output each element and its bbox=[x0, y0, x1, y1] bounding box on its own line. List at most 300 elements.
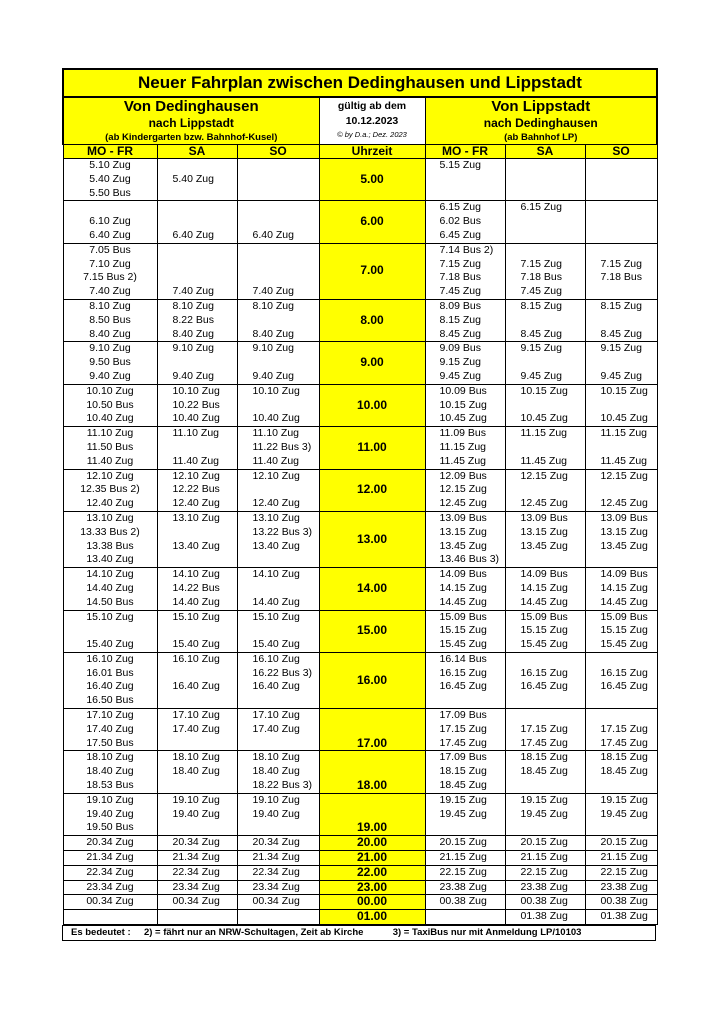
departures-so-right bbox=[585, 384, 657, 426]
departures-so-left bbox=[237, 243, 319, 299]
departure-entry bbox=[64, 910, 157, 924]
departures-sa-right bbox=[505, 568, 585, 610]
departures-sa-left bbox=[157, 851, 237, 866]
departure-entry: 11.10 Zug bbox=[172, 427, 220, 440]
departure-entry: 14.50 Bus bbox=[86, 595, 134, 608]
departure-entry: 12.40 Zug bbox=[172, 497, 220, 510]
departures-mofr-right bbox=[425, 895, 505, 910]
departures-sa-left bbox=[157, 610, 237, 652]
hour-label: 16.00 bbox=[319, 652, 425, 708]
hour-group-row bbox=[63, 836, 657, 851]
departures-so-right bbox=[585, 851, 657, 866]
hour-label: 5.00 bbox=[319, 159, 425, 201]
departure-entry: 15.45 Zug bbox=[520, 638, 568, 651]
departure-entry: 18.15 Zug bbox=[600, 751, 648, 764]
hour-group-row bbox=[63, 469, 657, 511]
hour-label: 18.00 bbox=[319, 751, 425, 793]
departures-so-left bbox=[237, 865, 319, 880]
departure-entry: 19.40 Zug bbox=[252, 807, 300, 820]
departure-entry bbox=[586, 159, 657, 173]
departure-entry: 5.15 Zug bbox=[439, 159, 481, 171]
departures-sa-right bbox=[505, 610, 585, 652]
departures-sa-left bbox=[157, 201, 237, 243]
departure-entry: 14.09 Bus bbox=[520, 568, 568, 581]
departure-entry: 7.45 Zug bbox=[439, 285, 481, 298]
departure-entry bbox=[506, 483, 585, 497]
departure-entry: 16.15 Zug bbox=[600, 666, 648, 679]
departure-entry bbox=[586, 709, 657, 723]
departures-sa-right bbox=[505, 384, 585, 426]
departure-entry: 21.34 Zug bbox=[172, 851, 220, 864]
departure-entry: 14.45 Zug bbox=[520, 595, 568, 608]
departure-entry bbox=[238, 187, 319, 201]
right-header-line3: (ab Bahnhof LP) bbox=[504, 132, 578, 143]
departure-entry: 6.10 Zug bbox=[89, 215, 131, 228]
departure-entry bbox=[238, 483, 319, 497]
departures-so-left bbox=[237, 652, 319, 708]
departure-entry bbox=[238, 258, 319, 272]
departures-mofr-right bbox=[425, 851, 505, 866]
departure-entry: 17.15 Zug bbox=[520, 722, 568, 735]
hour-group-row bbox=[63, 910, 657, 925]
departures-so-right bbox=[585, 243, 657, 299]
departure-entry bbox=[158, 694, 237, 708]
hour-group-row bbox=[63, 342, 657, 384]
departure-entry: 8.40 Zug bbox=[89, 327, 131, 340]
hour-label: 12.00 bbox=[319, 469, 425, 511]
departures-sa-right bbox=[505, 709, 585, 751]
legend-note-3: 3) = TaxiBus nur mit Anmeldung LP/10103 bbox=[392, 927, 582, 939]
departure-entry: 7.05 Bus bbox=[89, 243, 131, 256]
departure-entry bbox=[238, 910, 319, 924]
departure-entry: 19.45 Zug bbox=[520, 807, 568, 820]
hour-group-row bbox=[63, 851, 657, 866]
departure-entry bbox=[586, 229, 657, 243]
hour-label: 23.00 bbox=[319, 880, 425, 895]
hour-label: 8.00 bbox=[319, 299, 425, 341]
departure-entry bbox=[586, 187, 657, 201]
departure-entry bbox=[506, 709, 585, 723]
departure-entry bbox=[158, 624, 237, 638]
departures-so-left bbox=[237, 568, 319, 610]
departure-entry bbox=[158, 215, 237, 229]
departure-entry bbox=[426, 694, 505, 708]
departure-entry: 7.15 Zug bbox=[520, 257, 562, 270]
departures-mofr-right bbox=[425, 709, 505, 751]
departure-entry: 10.50 Bus bbox=[86, 398, 134, 411]
departure-entry: 13.09 Bus bbox=[600, 511, 648, 524]
hour-label: 10.00 bbox=[319, 384, 425, 426]
departures-mofr-right bbox=[425, 469, 505, 511]
departure-entry: 12.09 Bus bbox=[439, 469, 487, 482]
departure-entry: 17.09 Bus bbox=[439, 751, 487, 764]
departures-sa-right bbox=[505, 895, 585, 910]
departure-entry bbox=[586, 483, 657, 497]
departures-sa-right bbox=[505, 469, 585, 511]
departure-entry: 00.38 Zug bbox=[600, 895, 648, 908]
departure-entry: 15.45 Zug bbox=[439, 638, 487, 651]
departure-entry: 18.40 Zug bbox=[86, 765, 134, 778]
departure-entry bbox=[506, 244, 585, 258]
departure-entry: 12.35 Bus 2) bbox=[80, 483, 140, 496]
departures-mofr-left bbox=[63, 568, 157, 610]
departures-mofr-left bbox=[63, 384, 157, 426]
departure-entry: 19.40 Zug bbox=[172, 807, 220, 820]
departure-entry: 15.45 Zug bbox=[600, 638, 648, 651]
departures-so-right bbox=[585, 511, 657, 567]
departure-entry: 13.40 Zug bbox=[172, 539, 220, 552]
departure-entry bbox=[158, 779, 237, 793]
departures-mofr-left bbox=[63, 201, 157, 243]
departure-entry bbox=[238, 737, 319, 751]
departure-entry: 10.09 Bus bbox=[439, 384, 487, 397]
departure-entry: 23.38 Zug bbox=[600, 880, 648, 893]
departure-entry: 19.15 Zug bbox=[600, 793, 648, 806]
departures-mofr-right bbox=[425, 384, 505, 426]
departures-so-left bbox=[237, 299, 319, 341]
departure-entry: 8.10 Zug bbox=[89, 299, 131, 312]
departure-entry: 18.45 Zug bbox=[600, 765, 648, 778]
departure-entry: 13.22 Bus 3) bbox=[252, 525, 313, 538]
departures-so-left bbox=[237, 851, 319, 866]
departures-so-left bbox=[237, 511, 319, 567]
departure-entry bbox=[238, 694, 319, 708]
departures-so-right bbox=[585, 469, 657, 511]
departure-entry: 10.45 Zug bbox=[600, 412, 648, 425]
hour-group-row bbox=[63, 384, 657, 426]
departure-entry: 19.15 Zug bbox=[439, 793, 487, 806]
departure-entry: 18.15 Zug bbox=[520, 751, 568, 764]
departure-entry: 13.45 Zug bbox=[600, 539, 648, 552]
departure-entry: 6.15 Zug bbox=[520, 201, 562, 214]
departure-entry: 15.10 Zug bbox=[172, 610, 220, 623]
departure-entry: 22.15 Zug bbox=[600, 865, 648, 878]
departure-entry bbox=[238, 399, 319, 413]
departure-entry: 19.10 Zug bbox=[252, 793, 300, 806]
departure-entry: 6.40 Zug bbox=[89, 228, 131, 241]
departure-entry: 5.40 Zug bbox=[172, 172, 214, 185]
departure-entry: 23.34 Zug bbox=[172, 880, 220, 893]
departure-entry: 10.22 Bus bbox=[172, 398, 220, 411]
timetable-sheet bbox=[62, 68, 656, 941]
departure-entry: 17.15 Zug bbox=[600, 722, 648, 735]
departure-entry bbox=[238, 271, 319, 285]
departures-so-right bbox=[585, 836, 657, 851]
departures-mofr-right bbox=[425, 342, 505, 384]
copyright-note: © by D.a.; Dez. 2023 bbox=[337, 130, 407, 139]
departures-sa-left bbox=[157, 568, 237, 610]
departure-entry: 11.50 Bus bbox=[86, 440, 134, 453]
departure-entry: 13.45 Zug bbox=[439, 539, 487, 552]
departures-mofr-right bbox=[425, 610, 505, 652]
departure-entry: 15.40 Zug bbox=[86, 638, 134, 651]
hour-group-row bbox=[63, 427, 657, 469]
departures-mofr-left bbox=[63, 880, 157, 895]
departure-entry bbox=[586, 694, 657, 708]
departure-entry bbox=[238, 582, 319, 596]
departure-entry: 7.18 Bus bbox=[520, 271, 562, 284]
hour-label: 6.00 bbox=[319, 201, 425, 243]
departure-entry: 13.15 Zug bbox=[600, 525, 648, 538]
departures-sa-right bbox=[505, 201, 585, 243]
hour-group-row bbox=[63, 243, 657, 299]
departure-entry: 16.50 Bus bbox=[86, 694, 134, 707]
departure-entry: 7.10 Zug bbox=[89, 257, 131, 270]
departures-so-right bbox=[585, 880, 657, 895]
departure-entry: 9.45 Zug bbox=[439, 369, 481, 382]
departures-so-left bbox=[237, 793, 319, 835]
departure-entry: 16.45 Zug bbox=[439, 680, 487, 693]
hour-group-row bbox=[63, 895, 657, 910]
departure-entry: 20.34 Zug bbox=[252, 836, 300, 849]
departure-entry: 10.15 Zug bbox=[520, 384, 568, 397]
departure-entry: 17.40 Zug bbox=[172, 722, 220, 735]
col-header-mofr-left: MO - FR bbox=[63, 145, 157, 159]
departures-so-left bbox=[237, 836, 319, 851]
departures-sa-left bbox=[157, 836, 237, 851]
departure-entry: 17.50 Bus bbox=[86, 736, 134, 749]
departure-entry: 11.15 Zug bbox=[520, 427, 568, 440]
departure-entry: 12.10 Zug bbox=[172, 469, 220, 482]
departure-entry: 12.45 Zug bbox=[520, 497, 568, 510]
hour-label: 19.00 bbox=[319, 793, 425, 835]
departures-so-right bbox=[585, 895, 657, 910]
departure-entry: 16.10 Zug bbox=[252, 652, 300, 665]
departures-so-right bbox=[585, 751, 657, 793]
departures-mofr-left bbox=[63, 836, 157, 851]
departure-entry bbox=[238, 356, 319, 370]
departure-entry: 10.15 Zug bbox=[600, 384, 648, 397]
departure-entry: 12.15 Zug bbox=[600, 469, 648, 482]
departures-mofr-left bbox=[63, 159, 157, 201]
departure-entry bbox=[238, 314, 319, 328]
departure-entry: 18.10 Zug bbox=[172, 751, 220, 764]
left-header-line2: nach Lippstadt bbox=[148, 116, 234, 130]
departure-entry: 17.40 Zug bbox=[86, 722, 134, 735]
departure-entry: 10.45 Zug bbox=[520, 412, 568, 425]
departures-so-left bbox=[237, 895, 319, 910]
departure-entry bbox=[506, 553, 585, 567]
departures-so-right bbox=[585, 910, 657, 925]
departure-entry: 8.40 Zug bbox=[252, 327, 294, 340]
departure-entry: 8.22 Bus bbox=[172, 313, 214, 326]
departure-entry: 8.45 Zug bbox=[439, 327, 481, 340]
departure-entry bbox=[506, 694, 585, 708]
departures-so-right bbox=[585, 201, 657, 243]
departure-entry bbox=[586, 553, 657, 567]
departure-entry: 15.40 Zug bbox=[252, 638, 300, 651]
departures-so-left bbox=[237, 159, 319, 201]
departure-entry: 00.34 Zug bbox=[86, 895, 134, 908]
right-header-line2: nach Dedinghausen bbox=[483, 116, 598, 130]
departures-sa-right bbox=[505, 299, 585, 341]
departure-entry: 11.40 Zug bbox=[252, 454, 300, 467]
departures-mofr-right bbox=[425, 568, 505, 610]
departure-entry: 12.10 Zug bbox=[86, 469, 134, 482]
left-direction-header bbox=[63, 97, 319, 145]
departure-entry: 17.10 Zug bbox=[86, 709, 134, 722]
departure-entry: 9.40 Zug bbox=[252, 369, 294, 382]
departures-sa-left bbox=[157, 159, 237, 201]
departure-entry: 6.15 Zug bbox=[439, 201, 481, 214]
departure-entry: 7.40 Zug bbox=[172, 285, 214, 298]
departure-entry bbox=[158, 821, 237, 835]
departure-entry: 12.45 Zug bbox=[600, 497, 648, 510]
col-header-so-left: SO bbox=[237, 145, 319, 159]
departure-entry: 23.38 Zug bbox=[520, 880, 568, 893]
col-header-sa-left: SA bbox=[157, 145, 237, 159]
departure-entry: 16.22 Bus 3) bbox=[252, 666, 313, 679]
departure-entry: 18.45 Zug bbox=[439, 779, 487, 792]
departure-entry: 21.34 Zug bbox=[252, 851, 300, 864]
departure-entry: 11.10 Zug bbox=[86, 427, 134, 440]
departure-entry: 5.10 Zug bbox=[89, 159, 131, 171]
departures-sa-left bbox=[157, 910, 237, 925]
departure-entry: 9.15 Zug bbox=[439, 356, 481, 369]
departures-mofr-right bbox=[425, 910, 505, 925]
departures-so-left bbox=[237, 910, 319, 925]
departure-entry bbox=[426, 821, 505, 835]
departure-entry: 13.09 Bus bbox=[439, 511, 487, 524]
hour-group-row bbox=[63, 299, 657, 341]
departure-entry: 10.40 Zug bbox=[252, 412, 300, 425]
departures-so-left bbox=[237, 201, 319, 243]
departure-entry: 7.14 Bus 2) bbox=[439, 243, 494, 256]
departure-entry: 16.45 Zug bbox=[520, 680, 568, 693]
departures-sa-right bbox=[505, 851, 585, 866]
departure-entry: 21.15 Zug bbox=[600, 851, 648, 864]
departure-entry bbox=[238, 553, 319, 567]
departure-entry: 21.15 Zug bbox=[520, 851, 568, 864]
departure-entry: 16.40 Zug bbox=[252, 680, 300, 693]
departure-entry: 6.45 Zug bbox=[439, 228, 481, 241]
departure-entry: 11.15 Zug bbox=[600, 427, 648, 440]
hour-label: 21.00 bbox=[319, 851, 425, 866]
departure-entry: 12.40 Zug bbox=[252, 497, 300, 510]
departures-sa-right bbox=[505, 342, 585, 384]
departure-entry bbox=[238, 173, 319, 187]
left-header-line3: (ab Kindergarten bzw. Bahnhof-Kusel) bbox=[105, 132, 278, 143]
departure-entry: 13.15 Zug bbox=[520, 525, 568, 538]
departure-entry: 21.15 Zug bbox=[439, 851, 487, 864]
departures-mofr-right bbox=[425, 751, 505, 793]
page-title: Neuer Fahrplan zwischen Dedinghausen und Lippstadt bbox=[63, 69, 657, 97]
departure-entry: 12.10 Zug bbox=[252, 469, 300, 482]
hour-label: 22.00 bbox=[319, 865, 425, 880]
departures-mofr-right bbox=[425, 427, 505, 469]
hour-group-row bbox=[63, 880, 657, 895]
departure-entry bbox=[586, 441, 657, 455]
hour-group-row bbox=[63, 201, 657, 243]
departures-sa-right bbox=[505, 865, 585, 880]
departure-entry: 21.34 Zug bbox=[86, 851, 134, 864]
departure-entry bbox=[238, 159, 319, 173]
departure-entry: 11.15 Zug bbox=[439, 440, 487, 453]
departures-sa-left bbox=[157, 384, 237, 426]
departure-entry: 22.15 Zug bbox=[439, 865, 487, 878]
departure-entry: 16.45 Zug bbox=[600, 680, 648, 693]
departures-mofr-right bbox=[425, 159, 505, 201]
departure-entry: 18.45 Zug bbox=[520, 765, 568, 778]
departure-entry: 23.38 Zug bbox=[439, 880, 487, 893]
departures-so-right bbox=[585, 652, 657, 708]
departures-sa-left bbox=[157, 342, 237, 384]
hour-label: 01.00 bbox=[319, 910, 425, 925]
departures-so-right bbox=[585, 709, 657, 751]
departure-entry bbox=[158, 244, 237, 258]
departure-entry bbox=[158, 441, 237, 455]
departure-entry bbox=[586, 356, 657, 370]
departure-entry: 01.38 Zug bbox=[600, 910, 648, 923]
departure-entry: 14.09 Bus bbox=[600, 568, 648, 581]
departure-entry: 17.45 Zug bbox=[439, 736, 487, 749]
departure-entry: 17.15 Zug bbox=[439, 722, 487, 735]
departures-so-left bbox=[237, 427, 319, 469]
departure-entry: 13.40 Zug bbox=[252, 539, 300, 552]
departure-entry: 7.18 Bus bbox=[439, 271, 481, 284]
departure-entry: 12.22 Bus bbox=[172, 483, 220, 496]
departures-sa-right bbox=[505, 793, 585, 835]
hour-group-row bbox=[63, 793, 657, 835]
departures-sa-left bbox=[157, 511, 237, 567]
departure-entry: 20.34 Zug bbox=[172, 836, 220, 849]
hour-group-row bbox=[63, 159, 657, 201]
hour-label: 00.00 bbox=[319, 895, 425, 910]
departure-entry: 15.10 Zug bbox=[86, 610, 134, 623]
departures-mofr-right bbox=[425, 201, 505, 243]
departure-entry: 10.10 Zug bbox=[252, 384, 300, 397]
departure-entry: 11.09 Bus bbox=[439, 427, 487, 440]
departure-entry: 13.38 Bus bbox=[86, 539, 134, 552]
departure-entry bbox=[506, 653, 585, 667]
departure-entry bbox=[158, 553, 237, 567]
departures-so-left bbox=[237, 709, 319, 751]
departure-entry: 12.15 Zug bbox=[439, 483, 487, 496]
departure-entry: 13.45 Zug bbox=[520, 539, 568, 552]
departure-entry: 22.15 Zug bbox=[520, 865, 568, 878]
departure-entry: 10.45 Zug bbox=[439, 412, 487, 425]
departure-entry: 18.15 Zug bbox=[439, 765, 487, 778]
col-header-uhrzeit: Uhrzeit bbox=[319, 145, 425, 159]
departure-entry: 19.40 Zug bbox=[86, 807, 134, 820]
departure-entry: 22.34 Zug bbox=[86, 865, 134, 878]
departure-entry bbox=[586, 821, 657, 835]
departure-entry bbox=[506, 173, 585, 187]
departure-entry: 9.45 Zug bbox=[520, 369, 562, 382]
departure-entry: 19.50 Bus bbox=[86, 821, 134, 834]
departure-entry: 8.15 Zug bbox=[600, 299, 642, 312]
departure-entry bbox=[64, 624, 157, 638]
departures-mofr-left bbox=[63, 610, 157, 652]
departure-entry: 11.45 Zug bbox=[600, 454, 648, 467]
departure-entry: 14.22 Bus bbox=[172, 581, 220, 594]
hour-label: 17.00 bbox=[319, 709, 425, 751]
departure-entry: 13.10 Zug bbox=[252, 511, 300, 524]
departures-sa-right bbox=[505, 880, 585, 895]
departures-mofr-right bbox=[425, 299, 505, 341]
departures-so-right bbox=[585, 342, 657, 384]
departures-mofr-right bbox=[425, 865, 505, 880]
departure-entry bbox=[158, 187, 237, 201]
departure-entry: 15.40 Zug bbox=[172, 638, 220, 651]
departure-entry: 14.09 Bus bbox=[439, 568, 487, 581]
departure-entry: 20.15 Zug bbox=[520, 836, 568, 849]
hour-group-row bbox=[63, 610, 657, 652]
departure-entry: 7.15 Zug bbox=[600, 257, 642, 270]
departure-entry: 16.10 Zug bbox=[172, 652, 220, 665]
departures-sa-left bbox=[157, 793, 237, 835]
hour-group-row bbox=[63, 709, 657, 751]
